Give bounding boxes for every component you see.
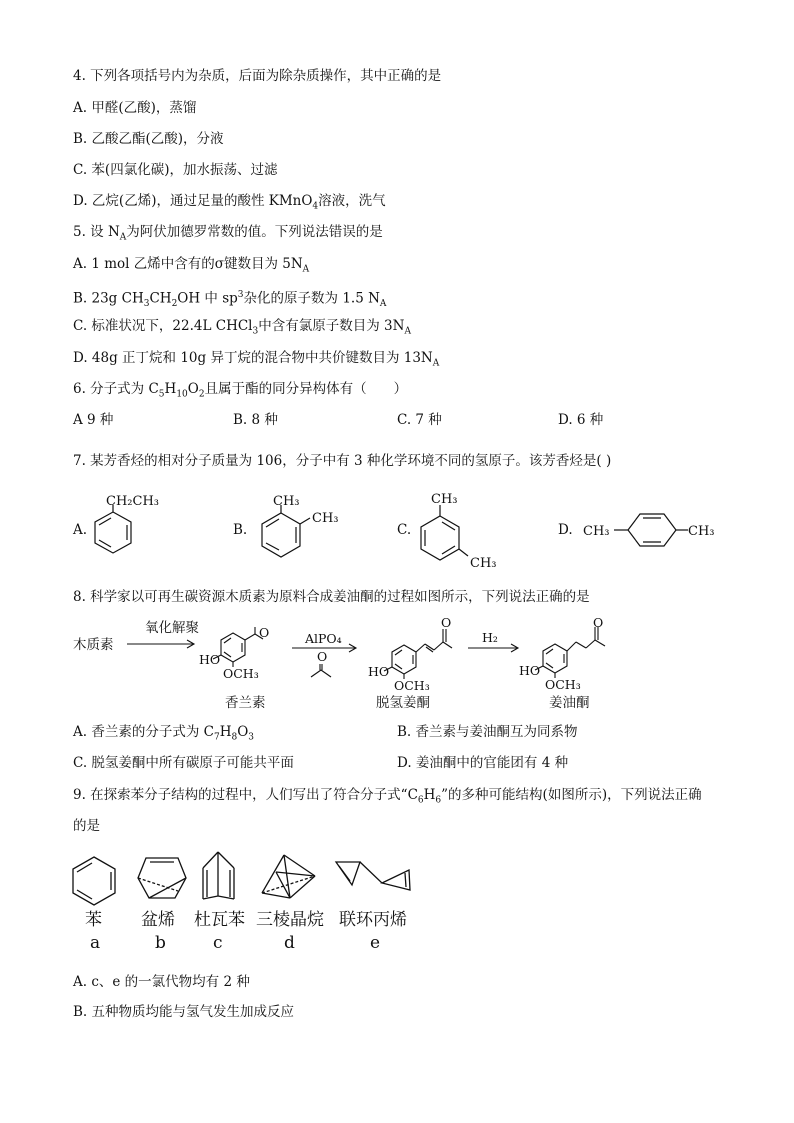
q4-option-b: B. 乙酸乙酯(乙酸)，分液 — [73, 131, 224, 147]
q9-letter-e: e — [370, 933, 381, 953]
q7-option-a-label: A. — [73, 522, 88, 538]
q9-name-b: 盆烯 — [141, 910, 175, 930]
q4-option-c: C. 苯(四氯化碳)，加水振荡、过滤 — [73, 162, 278, 178]
q7-a-ethyl-label: CH₂CH₃ — [106, 494, 159, 509]
q9-stem: 9. 在探索苯分子结构的过程中，人们写出了符合分子式“$C_6H_6$”的多种可能结构(如图所示)，下列说法正确 — [73, 787, 702, 806]
q9-bicyclopropenyl-structure — [336, 862, 410, 890]
q8-vanillin-aldehyde-o: O — [259, 625, 270, 640]
q4-option-d: D. 乙烷(乙烯)，通过足量的酸性 KMnO$_4$溶液，洗气 — [73, 193, 386, 212]
q9-dewar-benzene-structure — [203, 852, 234, 899]
q8-option-c: C. 脱氢姜酮中所有碳原子可能共平面 — [73, 755, 294, 771]
q8-vanillin-och3: OCH₃ — [223, 666, 259, 681]
q5-option-d: D. 48g 正丁烷和 10g 异丁烷的混合物中共价键数目为 $13N_A$ — [73, 350, 440, 369]
q9-benzene-structure — [73, 857, 115, 905]
q6-option-b: B. 8 种 — [233, 412, 278, 428]
q8-option-d: D. 姜油酮中的官能团有 4 种 — [397, 755, 569, 771]
q8-name-vanillin: 香兰素 — [225, 695, 266, 711]
q7-b-methyl-label: CH₃ — [273, 494, 300, 509]
q8-dehydrozingerone-ho: HO — [368, 664, 390, 679]
q7-c-methyl-label-2: CH₃ — [470, 556, 497, 571]
q9-letter-c: c — [213, 933, 223, 953]
q9-name-d: 三棱晶烷 — [256, 910, 324, 930]
q8-step2-label: AlPO₄ — [305, 631, 342, 646]
q8-name-zingerone: 姜油酮 — [549, 695, 590, 711]
q9-option-a: A. c、e 的一氯代物均有 2 种 — [73, 974, 250, 990]
q8-zingerone-o: O — [593, 615, 604, 630]
q8-dehydrozingerone-o: O — [441, 615, 452, 630]
q9-stem-line2: 的是 — [73, 818, 100, 834]
q6-option-a: A 9 种 — [73, 412, 114, 428]
q8-option-b: B. 香兰素与姜油酮互为同系物 — [397, 724, 578, 740]
q7-option-c-label: C. — [397, 522, 412, 538]
q7-b-methyl-label-2: CH₃ — [312, 511, 339, 526]
q8-acetone-o: O — [317, 649, 328, 664]
q8-vanillin-ho: HO — [199, 652, 221, 667]
q6-option-d: D. 6 种 — [558, 412, 604, 428]
q6-stem: 6. 分子式为 $C_5H_{10}O_2$且属于酯的同分异构体有（ ） — [73, 381, 408, 400]
q8-step1-label: 氧化解聚 — [145, 620, 199, 636]
q8-dehydrozingerone-och3: OCH₃ — [394, 678, 430, 693]
q9-prismane-structure — [262, 855, 315, 898]
q4-stem: 4. 下列各项括号内为杂质，后面为除杂质操作，其中正确的是 — [73, 68, 442, 84]
q7-c-methyl-label: CH₃ — [431, 492, 458, 507]
q4-option-a: A. 甲醛(乙酸)，蒸馏 — [73, 100, 197, 116]
q8-zingerone-ho: HO — [519, 663, 541, 678]
q8-lignin-label: 木质素 — [73, 637, 114, 653]
q7-option-b-label: B. — [233, 522, 248, 538]
q9-name-a: 苯 — [85, 910, 102, 930]
q5-option-b: B. 23g $CH_3CH_2OH$ 中 $sp^3$杂化的原子数为 1.5 $N_A$ — [73, 290, 387, 310]
q8-stem: 8. 科学家以可再生碳资源木质素为原料合成姜油酮的过程如图所示，下列说法正确的是 — [73, 589, 590, 605]
q8-step3-label: H₂ — [482, 630, 498, 645]
q9-letter-b: b — [155, 933, 166, 953]
q8-zingerone-och3: OCH₃ — [545, 677, 581, 692]
q8-name-dehydrozingerone: 脱氢姜酮 — [376, 695, 430, 711]
q9-letter-d: d — [284, 933, 295, 953]
q5-stem: 5. 设 $N_A$为阿伏加德罗常数的值。下列说法错误的是 — [73, 224, 383, 243]
q7-option-d-label: D. — [558, 522, 573, 538]
q9-benzvalene-structure — [138, 858, 186, 898]
q5-option-a: A. 1 mol 乙烯中含有的σ键数目为 $5N_A$ — [73, 256, 310, 275]
q6-option-c: C. 7 种 — [397, 412, 442, 428]
q7-d-methyl-label: CH₃ — [583, 524, 610, 539]
q5-option-c: C. 标准状况下，22.4L CHCl$_3$中含有氯原子数目为 $3N_A$ — [73, 318, 411, 337]
q8-option-a: A. 香兰素的分子式为 $C_7H_8O_3$ — [73, 724, 255, 743]
q9-option-b: B. 五种物质均能与氢气发生加成反应 — [73, 1004, 295, 1020]
q9-name-e: 联环丙烯 — [339, 910, 407, 930]
q9-name-c: 杜瓦苯 — [194, 910, 245, 930]
q9-letter-a: a — [90, 933, 101, 953]
q7-stem: 7. 某芳香烃的相对分子质量为 106，分子中有 3 种化学环境不同的氢原子。该芳香烃是( ) — [73, 453, 612, 469]
q7-d-methyl-label-2: CH₃ — [688, 524, 715, 539]
